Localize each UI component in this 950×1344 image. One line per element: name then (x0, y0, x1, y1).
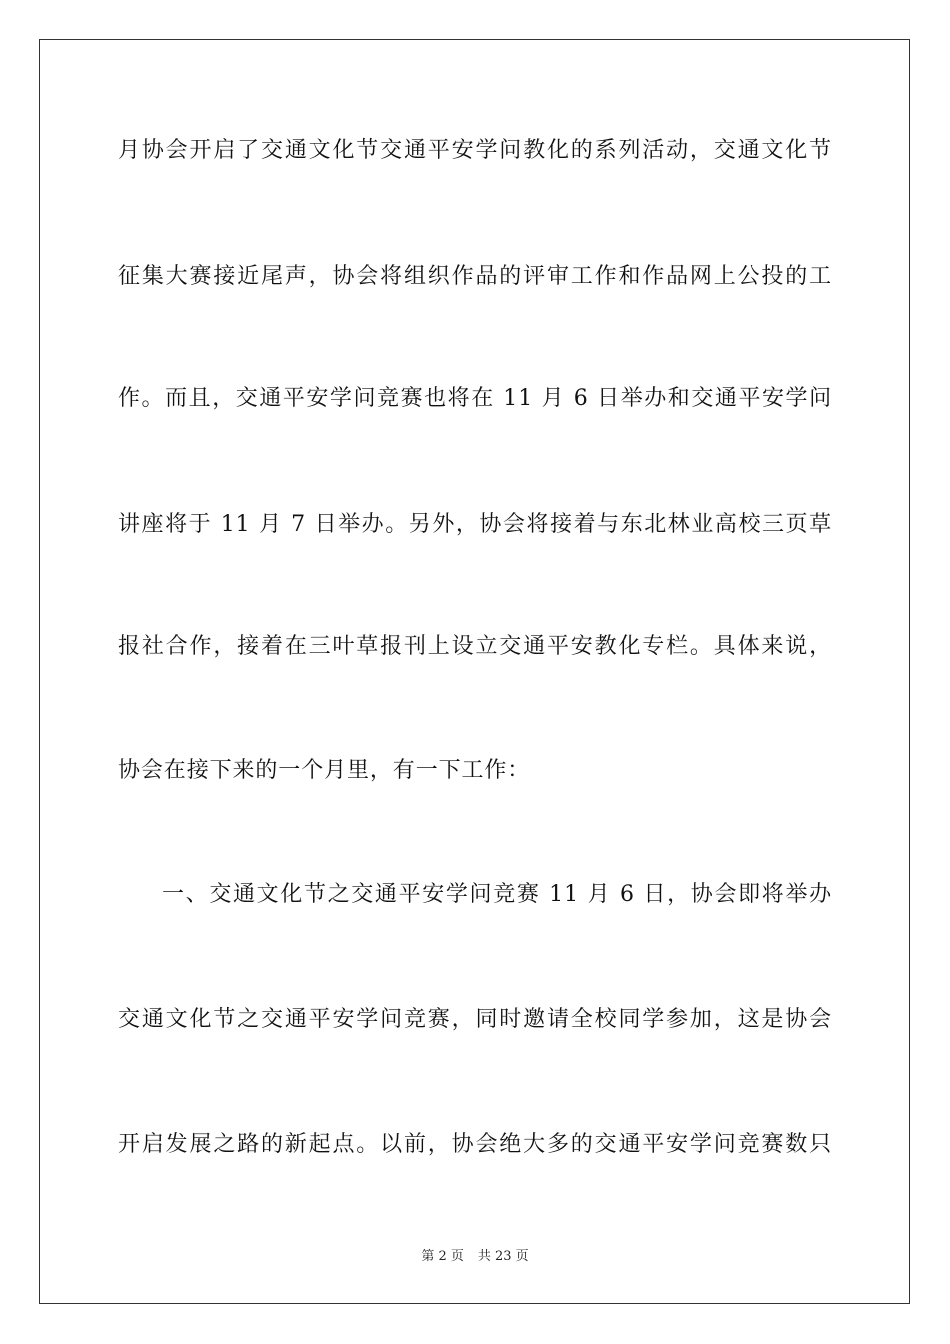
paragraph-line: 交通文化节之交通平安学问竞赛，同时邀请全校同学参加，这是协会 (118, 1007, 832, 1032)
paragraph-line: 征集大赛接近尾声，协会将组织作品的评审工作和作品网上公投的工 (118, 264, 832, 289)
paragraph-line: 月协会开启了交通文化节交通平安学问教化的系列活动，交通文化节 (118, 138, 832, 163)
paragraph-line: 作。而且，交通平安学问竞赛也将在 11 月 6 日举办和交通平安学问 (118, 386, 832, 411)
paragraph-line: 讲座将于 11 月 7 日举办。另外，协会将接着与东北林业高校三页草 (118, 512, 832, 537)
page-border (39, 39, 910, 1304)
paragraph-line: 报社合作，接着在三叶草报刊上设立交通平安教化专栏。具体来说， (118, 634, 832, 659)
paragraph-line: 开启发展之路的新起点。以前，协会绝大多的交通平安学问竞赛数只 (118, 1132, 832, 1157)
page-number: 第 2 页 (421, 1249, 464, 1264)
paragraph-line: 协会在接下来的一个月里，有一下工作： (118, 758, 531, 783)
page-total: 共 23 页 (477, 1249, 529, 1264)
page-footer (0, 1248, 950, 1266)
paragraph-line-indented: 一、交通文化节之交通平安学问竞赛 11 月 6 日，协会即将举办 (162, 882, 832, 907)
